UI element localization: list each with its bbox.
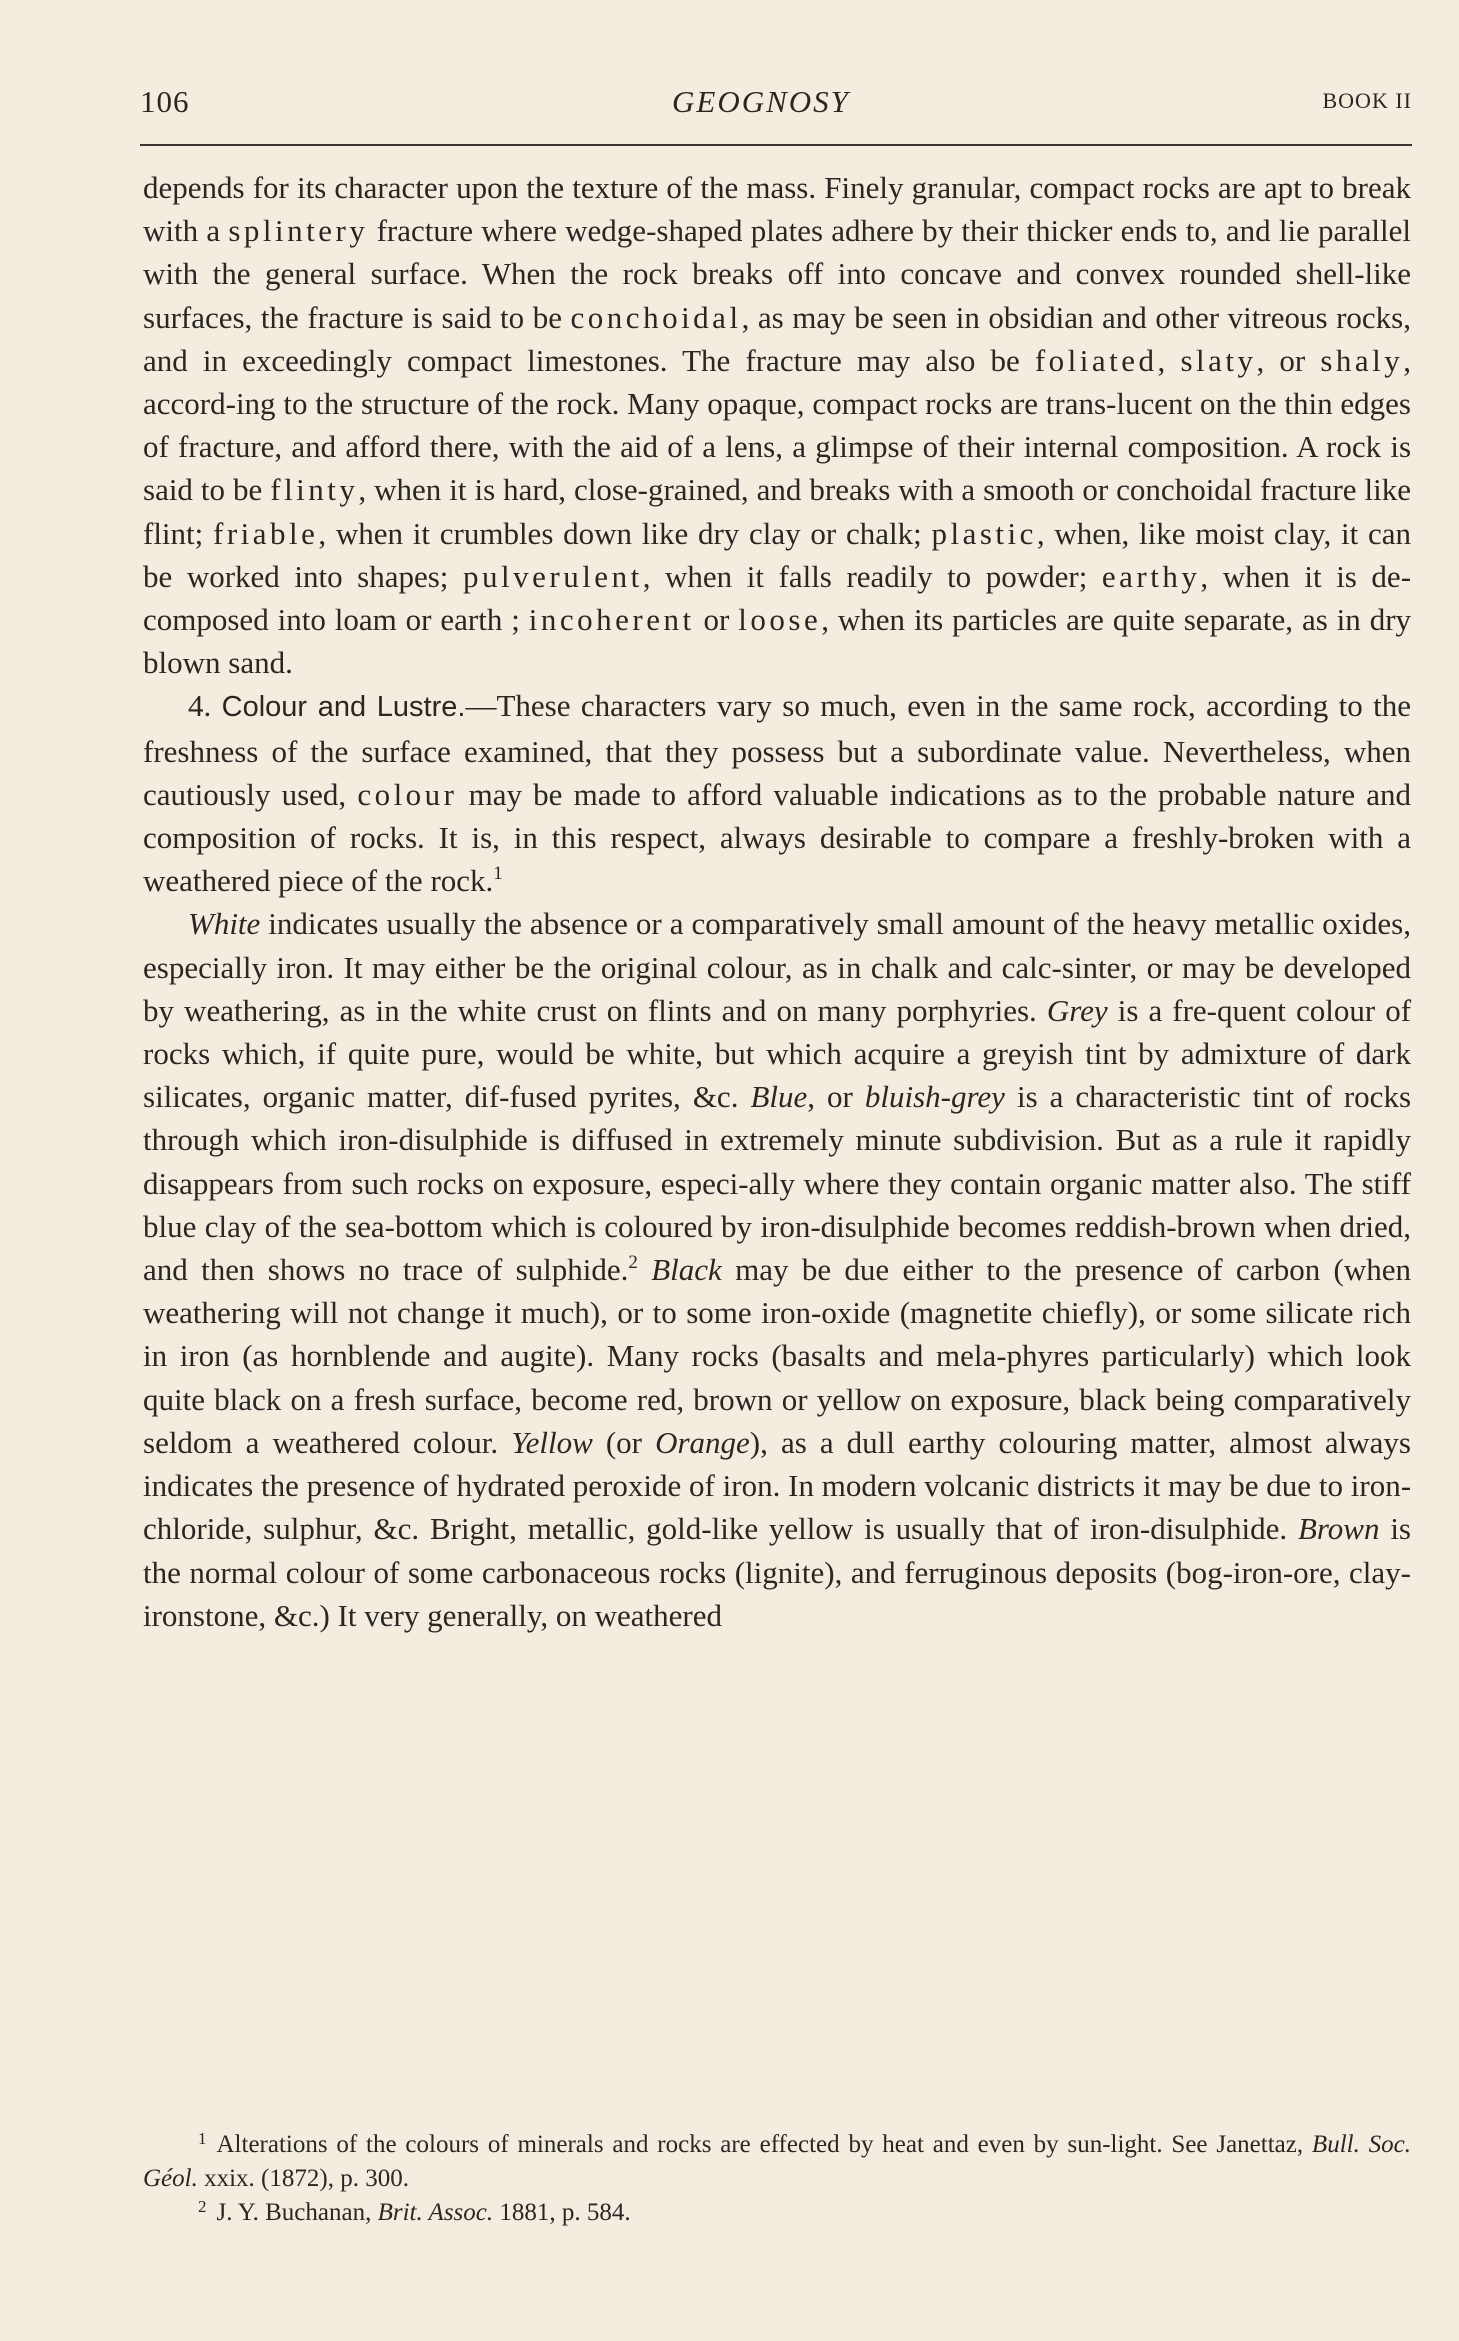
text-run: —These characters vary so much, even in the	[465, 688, 1049, 724]
text-line: shaped plates adhere by their thicker ends to, and lie parallel with the	[143, 213, 1411, 292]
section-heading: Colour and Lustre.	[221, 691, 466, 724]
spaced-term: conchoidal	[570, 299, 742, 335]
text-line: in iron (as hornblende and augite). Many rocks (basalts and mela-	[143, 1338, 1007, 1374]
text-run: fused pyrites, &c.	[509, 1079, 751, 1115]
italic-term: Yellow	[511, 1424, 593, 1460]
header-rule	[140, 144, 1412, 146]
running-title: GEOGNOSY	[672, 84, 850, 119]
paragraph-fracture	[143, 166, 1411, 684]
spaced-term: flinty	[270, 472, 359, 508]
footnote-1	[143, 2128, 1411, 2196]
text-line: acquire a greyish tint by admixture of dark silicates, organic matter, dif-	[143, 1036, 1411, 1115]
italic-term: Black	[651, 1252, 722, 1288]
footnotes	[143, 2128, 1411, 2230]
italic-term: Grey	[1046, 992, 1108, 1028]
text-run: when dried, and then shows no trace of sulphide.	[143, 1208, 1412, 1288]
text-run: or	[694, 602, 739, 638]
text-line: possess but a subordinate value. Nevertheless, when cautiously used,	[143, 733, 1412, 812]
text-run	[638, 1252, 651, 1287]
footnote-text: xxix. (1872), p. 300.	[197, 2165, 409, 2192]
book-label: BOOK II	[1322, 88, 1412, 113]
text-run: , accord-	[143, 342, 1412, 422]
spaced-term: splintery	[228, 213, 369, 249]
text-line: phyres particularly) which look quite black on a fresh surface, become	[143, 1338, 1412, 1417]
footnote-citation: Brit. Assoc.	[377, 2199, 494, 2226]
text-run: may be due	[721, 1252, 890, 1288]
spaced-term: earthy	[1101, 558, 1201, 594]
text-line: ing to the structure of the rock. Many opaque, compact rocks are trans-	[235, 386, 1117, 422]
footnote-mark: 1	[198, 2129, 207, 2148]
page-number: 106	[140, 84, 190, 119]
text-run: fracture where wedge-	[368, 213, 657, 249]
footnote-ref-2: 2	[628, 1252, 638, 1274]
text-line: much), or to some iron-oxide (magnetite chiefly), or some silicate rich	[520, 1295, 1412, 1331]
text-run: compact rocks are apt to break with a	[143, 170, 1411, 249]
section-number: 4.	[188, 688, 222, 724]
text-run: , when it falls readily to powder;	[642, 558, 1102, 594]
text-line: either to the presence of carbon (when weathering will not change it	[143, 1252, 1412, 1331]
running-header	[140, 78, 1412, 128]
text-line: ally where they contain organic matter also. The stiff blue clay of the	[143, 1165, 1411, 1244]
text-run: ,	[1157, 342, 1181, 378]
text-run: chalk;	[846, 515, 932, 551]
text-line: quent colour of rocks which, if quite pure, would be white, but which	[143, 992, 1412, 1072]
italic-term: Blue	[750, 1079, 808, 1115]
text-line: deposits (bog-iron-ore, clay-ironstone, &c.) It very generally, on weathered	[143, 1554, 1412, 1633]
text-line: to compare a freshly-broken with a weathered piece of the rock.	[143, 820, 1411, 899]
paragraph-colour-lustre	[143, 684, 1411, 902]
text-line: when it is hard, close-grained, and breaks with a smooth or conchoidal	[374, 472, 1253, 508]
paragraph-colours	[143, 902, 1411, 1636]
text-line: the heavy metallic oxides, especially iron. It may either be the original	[143, 906, 1411, 985]
spaced-term: plastic	[931, 515, 1037, 551]
footnote-2	[143, 2196, 1411, 2230]
text-line: general surface. When the rock breaks off into concave and convex	[264, 256, 1166, 292]
text-line: colour, as in chalk and calc-sinter, or may be developed by weathering,	[143, 949, 1411, 1028]
text-line: nature and composition of rocks. It is, in this respect, always desirable	[143, 776, 1412, 856]
text-line: through which iron-disulphide is diffused in extremely minute subdivision.	[143, 1122, 1104, 1158]
text-run: weathered colour.	[272, 1424, 512, 1460]
text-run: rounded shell-like surfaces, the fracture is said to be	[143, 256, 1412, 335]
text-line: same rock, according to the freshness of the surface examined, that they	[143, 688, 1412, 769]
text-line: sea-bottom which is coloured by iron-disulphide becomes reddish-brown	[345, 1208, 1256, 1244]
spaced-term: shaly	[1320, 342, 1404, 378]
text-run: , when it crumbles down like dry clay or	[318, 515, 837, 551]
text-run: limestones. The fracture may also be	[527, 342, 1035, 378]
text-line: quite separate, as in dry blown sand.	[143, 602, 1412, 681]
text-run: is a characteristic tint of rocks	[1004, 1079, 1412, 1115]
italic-term: White	[188, 906, 261, 942]
body-text	[143, 166, 1411, 1637]
text-run: is a fre-	[1107, 992, 1218, 1028]
text-line: depends for its character upon the texture of the mass. Finely granular,	[143, 170, 1022, 205]
footnote-citation: Bull. Soc. Géol.	[143, 2131, 1411, 2192]
spaced-term: incoherent	[528, 602, 695, 638]
text-run: , or	[1256, 342, 1321, 378]
text-run: composed into loam or earth ;	[143, 602, 529, 638]
footnote-text: J. Y. Buchanan,	[216, 2199, 378, 2226]
text-line: But as a rule it rapidly disappears from such rocks on exposure, especi-	[143, 1122, 1411, 1201]
italic-term: Orange	[655, 1424, 750, 1460]
text-run: ,	[358, 472, 367, 508]
text-run: lens, a glimpse of their internal composition. A rock is said to be	[143, 429, 1412, 508]
footnote-text: 1881, p. 584.	[493, 2199, 631, 2226]
text-run: , when its particles are	[821, 602, 1104, 638]
italic-term: bluish-grey	[864, 1079, 1005, 1115]
text-run: , when, like moist clay, it can be worked into shapes;	[143, 515, 1412, 594]
text-line: be seen in obsidian and other vitreous rocks, and in exceedingly compact	[143, 299, 1411, 378]
text-run: Bright, metallic, gold-like yellow is usually that of iron-disulphide.	[429, 1511, 1298, 1547]
footnote-text: Alterations of the colours of minerals and rocks are effected by heat and even by sun-light. See Janettaz,	[216, 2131, 1312, 2158]
spaced-term: slaty	[1180, 342, 1257, 378]
spaced-term: friable	[213, 515, 319, 551]
text-run: as in the white crust on flints and on many porphyries.	[339, 992, 1047, 1028]
text-run: (or	[592, 1424, 656, 1460]
spaced-term: colour	[357, 776, 458, 812]
text-line: is the normal colour of some carbonaceous rocks (lignite), and ferruginous	[143, 1511, 1411, 1590]
text-run: , as may	[741, 299, 846, 335]
spaced-term: loose	[738, 602, 822, 638]
text-line: red, brown or yellow on exposure, black being comparatively seldom a	[143, 1381, 1411, 1460]
text-run: may be made to afford valuable indications as to the probable	[457, 776, 1267, 812]
spaced-term: pulverulent	[463, 558, 643, 594]
italic-term: Brown	[1297, 1511, 1380, 1547]
text-line: almost always indicates the presence of hydrated peroxide of iron. In	[143, 1424, 1411, 1504]
footnote-ref-1: 1	[493, 863, 503, 885]
footnote-mark: 2	[198, 2197, 207, 2216]
text-run: , or	[807, 1079, 865, 1115]
text-run: ), as a dull earthy colouring matter,	[749, 1424, 1217, 1460]
text-run: , when it is de-	[1200, 558, 1412, 594]
spaced-term: foliated	[1034, 342, 1158, 378]
text-line: lucent on the thin edges of fracture, and afford there, with the aid of a	[143, 386, 1411, 465]
text-line: modern volcanic districts it may be due to iron-chloride, sulphur, &c.	[143, 1468, 1412, 1547]
text-run: fracture like flint;	[143, 472, 1411, 551]
text-run: indicates usually the absence or a comparatively small amount of	[260, 906, 1079, 942]
